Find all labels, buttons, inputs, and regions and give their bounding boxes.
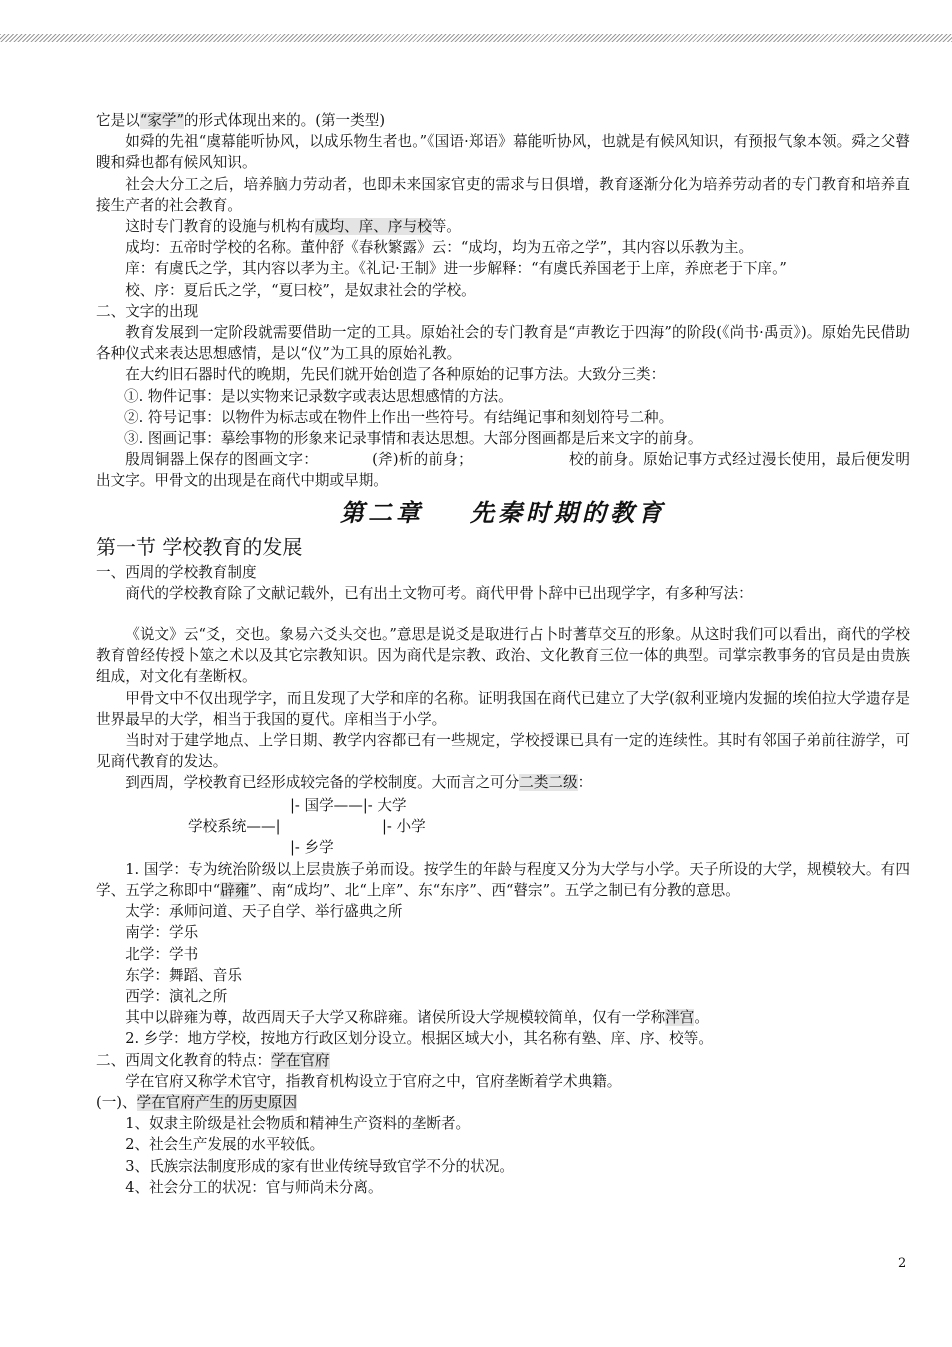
list-item: 3、氏族宗法制度形成的家有世业传统导致官学不分的状况。 [125,1157,514,1175]
paragraph: 学在官府又称学术官守，指教育机构设立于官府之中，官府垄断着学术典籍。 [125,1072,622,1090]
text: (斧)析的前身； [372,451,473,469]
tree-line-xiangxue: |- 乡学 [290,838,334,856]
highlight-text: 泮宫 [665,1009,695,1027]
list-item: 西学：演礼之所 [125,987,228,1005]
text: 这时专门教育的设施与机构有 [125,218,315,236]
list-item: 2、社会生产发展的水平较低。 [125,1136,325,1154]
list-item: 太学：承师问道、天子自学、举行盛典之所 [125,903,403,921]
list-item: 南学：学乐 [125,924,199,942]
school-system-tree [96,795,910,859]
chapter-name: 先秦时期的教育 [470,497,666,527]
highlight-text: 学在官府产生的历史原因 [136,1093,298,1111]
section-title: 第一节 学校教育的发展 [96,534,303,559]
page-number: 2 [898,1256,907,1271]
list-item: 北学：学书 [125,945,199,963]
highlight-text: 辟雍 [220,881,250,899]
paragraph: 校、序：夏后氏之学，“夏曰校”，是奴隶社会的学校。 [125,281,476,299]
text: 1. 国学：专为统治阶级以上层贵族子弟而设。按学生的年龄与程度又分为大学与小学。天子所设的大学，规模较大。有四学、五学之称即中“ [96,860,910,899]
paragraph [96,772,910,793]
paragraph: 甲骨文中不仅出现学字，而且发现了大学和庠的名称。证明我国在商代已建立了大学(叙利亚境内发掘的埃伯拉大学遗存是世界最早的大学，相当于我国的夏代。庠相当于小学。 [96,689,910,728]
list-item: ①. 物件记事：是以实物来记录数字或表达思想感情的方法。 [124,387,513,405]
top-border [0,34,952,42]
text: (一)、 [96,1093,137,1111]
highlight-text: “家学” [139,112,184,129]
chapter-title [96,496,910,530]
list-item: 东学：舞蹈、音乐 [125,966,242,984]
paragraph: 成均：五帝时学校的名称。董仲舒《春秋繁露》云：“成均，均为五帝之学”，其内容以乐教为主。 [125,239,754,257]
heading-feature [96,1050,910,1071]
paragraph: 教育发展到一定阶段就需要借助一定的工具。原始社会的专门教育是“声教讫于四海”的阶段(《尚书·禹贡》)。原始先民借助各种仪式来表达思想感情，是以“仪”为工具的原始礼教。 [96,324,910,363]
paragraph: 2. 乡学：地方学校，按地方行政区划分设立。根据区域大小，其名称有塾、庠、序、校等。 [125,1030,713,1048]
text: ： [577,774,593,792]
text: 。 [694,1009,709,1027]
paragraph: 如舜的先祖“虞幕能听协风，以成乐物生者也。”《国语·郑语》幕能听协风，也就是有候风知识，有预报气象本领。舜之父瞽瞍和舜也都有候风知识。 [96,133,910,172]
list-item: 4、社会分工的状况：官与师尚未分离。 [125,1178,383,1196]
paragraph: 《说文》云“爻，交也。象易六爻头交也。”意思是说爻是取进行占卜时蓍草交互的形象。从这时我们可以看出，商代的学校教育曾经传授卜筮之术以及其它宗教知识。因为商代是宗教、政治、文化教育三位一体的典型。司掌宗教事务的官员是由贵族组成，对文化有垄断权。 [96,626,910,686]
text: 殷周铜器上保存的图画文字： [125,451,319,469]
text: 的形式体现出来的。(第一类型) [183,112,386,129]
paragraph [96,859,910,901]
tree-line-xiaoxue: |- 小学 [382,817,426,835]
page-body [96,110,910,1198]
highlight-text: 二类二级 [519,774,578,792]
paragraph: 庠：有虞氏之学，其内容以孝为主。《礼记·王制》进一步解释：“有虞氏养国老于上庠，养庶老于下庠。” [125,260,787,278]
chapter-number: 第二章 [340,497,424,527]
paragraph: 当时对于建学地点、上学日期、教学内容都已有一些规定，学校授课已具有一定的连续性。其时有邻国子弟前往游学，可见商代教育的发达。 [96,732,910,771]
list-item: ③. 图画记事：摹绘事物的形象来记录事情和表达思想。大部分图画都是后来文字的前身。 [124,430,703,448]
spacer [96,604,910,624]
highlight-text: 学在官府 [271,1051,330,1069]
text: 到西周，学校教育已经形成较完备的学校制度。大而言之可分 [125,774,520,792]
text: 它是以 [96,112,140,129]
heading-xizhou: 一、西周的学校教育制度 [96,563,257,581]
text: 其中以辟雍为尊，故西周天子大学又称辟雍。诸侯所设大学规模较简单，仅有一学称 [125,1009,666,1027]
tree-line-guoxue: |- 国学——|- 大学 [290,796,407,814]
tree-line-root: 学校系统——| [188,817,281,835]
paragraph: 社会大分工之后，培养脑力劳动者，也即未来国家官吏的需求与日俱增，教育逐渐分化为培养劳动者的专门教育和培养直接生产者的社会教育。 [96,175,910,214]
sub-heading [96,1092,910,1113]
text: 校的前身。原始记事方式经过漫长使用，最后便发明出文字。甲骨文的出现是在商代中期或早期。 [96,451,910,490]
list-item: ②. 符号记事：以物件为标志或在物件上作出一些符号。有结绳记事和刻划符号二种。 [124,408,674,426]
paragraph [96,1007,910,1028]
paragraph: 商代的学校教育除了文献记载外，已有出土文物可考。商代甲骨卜辞中已出现学字，有多种写法： [125,584,753,602]
paragraph [96,449,910,491]
text: 二、西周文化教育的特点： [96,1051,272,1069]
highlight-text: 成均、庠、序与校 [314,218,432,236]
text: ”、南“成均”、北“上庠”、东“东序”、西“瞽宗”。五学之制已有分教的意思。 [249,881,740,899]
paragraph [96,110,910,131]
text: 等。 [431,218,461,236]
list-item: 1、奴隶主阶级是社会物质和精神生产资料的垄断者。 [125,1115,471,1133]
paragraph [96,216,910,237]
heading-writing: 二、文字的出现 [96,302,199,320]
paragraph: 在大约旧石器时代的晚期，先民们就开始创造了各种原始的记事方法。大致分三类： [125,366,666,384]
